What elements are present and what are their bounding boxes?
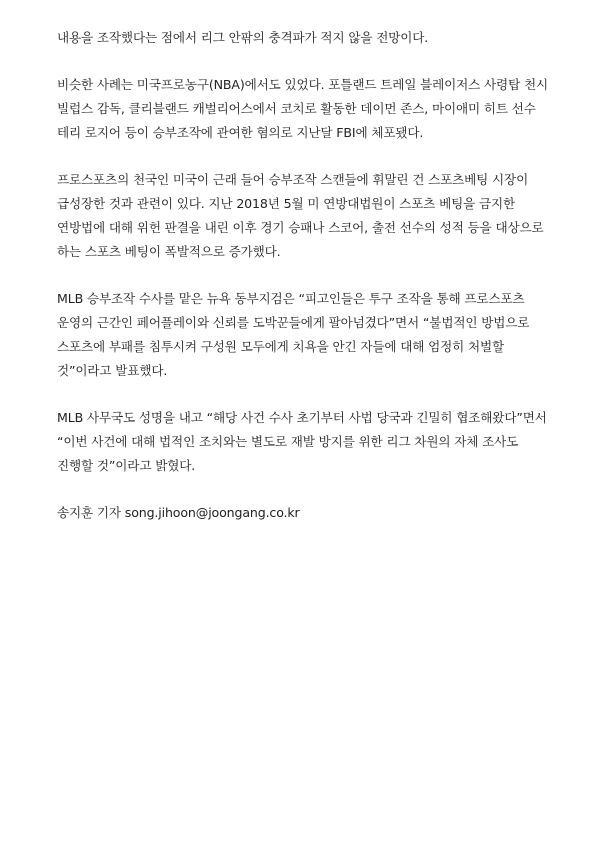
paragraph-line: 비슷한 사례는 미국프로농구(NBA)에서도 있었다. 포틀랜드 트레일 블레이저스 사령탑 천시: [57, 77, 548, 92]
article-body: [57, 26, 557, 525]
paragraph-line: 운영의 근간인 페어플레이와 신뢰를 도박꾼들에게 팔아넘겼다”면서 “불법적인 방법으로: [57, 315, 530, 330]
paragraph-line: 테리 로지어 등이 승부조작에 관여한 혐의로 지난달 FBI에 체포됐다.: [57, 125, 424, 140]
article-paragraph: [57, 287, 557, 383]
paragraph-line: 진행할 것”이라고 밝혔다.: [57, 458, 196, 473]
article-paragraph: [57, 73, 557, 145]
paragraph-line: 연방법에 대해 위헌 판결을 내린 이후 경기 승패나 스코어, 출전 선수의 성적 등을 대상으로: [57, 220, 544, 235]
paragraph-line: 빌럽스 감독, 클리블랜드 캐벌리어스에서 코치로 활동한 데이먼 존스, 마이애미 히트 선수: [57, 101, 536, 116]
paragraph-line: 프로스포츠의 천국인 미국이 근래 들어 승부조작 스캔들에 휘말린 건 스포츠베팅 시장이: [57, 172, 529, 187]
paragraph-line: 하는 스포츠 베팅이 폭발적으로 증가했다.: [57, 244, 281, 259]
article-paragraph: [57, 168, 557, 264]
paragraph-line: 급성장한 것과 관련이 있다. 지난 2018년 5월 미 연방대법원이 스포츠 베팅을 금지한: [57, 196, 516, 211]
paragraph-line: 것”이라고 발표했다.: [57, 363, 168, 378]
byline: 송지훈 기자 song.jihoon@joongang.co.kr: [57, 505, 300, 520]
paragraph-line: MLB 승부조작 수사를 맡은 뉴욕 동부지검은 “피고인들은 투구 조작을 통해 프로스포츠: [57, 291, 525, 306]
paragraph-line: 스포츠에 부패를 침투시켜 구성원 모두에게 치욕을 안긴 자들에 대해 엄정히 처벌할: [57, 339, 505, 354]
paragraph-line: 내용을 조작했다는 점에서 리그 안팎의 충격파가 적지 않을 전망이다.: [57, 30, 429, 45]
paragraph-line: MLB 사무국도 성명을 내고 “해당 사건 수사 초기부터 사법 당국과 긴밀히 협조해왔다”면서: [57, 410, 547, 425]
article-paragraph: [57, 26, 557, 50]
article-paragraph: [57, 406, 557, 478]
paragraph-line: “이번 사건에 대해 법적인 조치와는 별도로 재발 방지를 위한 리그 차원의 자체 조사도: [57, 434, 519, 449]
